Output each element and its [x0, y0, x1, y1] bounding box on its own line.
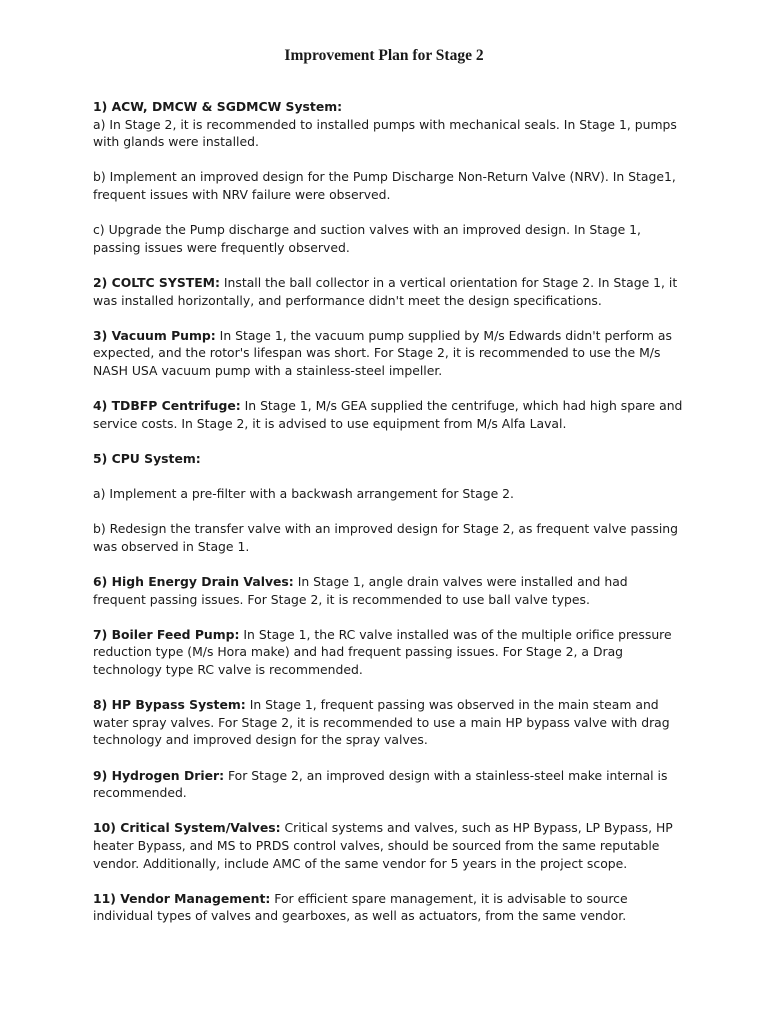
- section-acw-item-a: [93, 116, 683, 151]
- section-acw-item-c: [93, 221, 683, 256]
- section-text: b) Redesign the transfer valve with an improved design for Stage 2, as frequent valve passing was observed in Stage 1.: [93, 521, 679, 554]
- section-lead: 9) Hydrogen Drier:: [93, 767, 225, 783]
- section-lead: 2) COLTC SYSTEM:: [93, 274, 220, 290]
- section-text: In Stage 1, M/s GEA supplied the centrifuge, which had high spare and service costs. In Stage 2, it is advised to use equipment from M/s Alfa Laval.: [93, 398, 683, 431]
- section-lead: 5) CPU System:: [93, 450, 201, 466]
- section-text: b) Implement an improved design for the Pump Discharge Non-Return Valve (NRV). In Stage1, frequent issues with NRV failure were observed.: [93, 169, 676, 202]
- section-hydrogen-drier: [93, 767, 683, 802]
- section-lead: 3) Vacuum Pump:: [93, 327, 216, 343]
- section-critical-system-valves: [93, 819, 683, 872]
- section-lead: 8) HP Bypass System:: [93, 697, 246, 713]
- section-text: a) In Stage 2, it is recommended to installed pumps with mechanical seals. In Stage 1, pumps with glands were installed.: [93, 116, 677, 150]
- section-tdbfp-centrifuge: [93, 397, 683, 432]
- section-cpu-item-b: [93, 520, 683, 555]
- section-text: a) Implement a pre-filter with a backwash arrangement for Stage 2.: [93, 486, 514, 502]
- section-hp-bypass-system: [93, 696, 683, 749]
- document-body: [93, 98, 683, 943]
- section-lead: 4) TDBFP Centrifuge:: [93, 398, 241, 414]
- section-coltc-system: [93, 274, 683, 309]
- section-vacuum-pump: [93, 327, 683, 380]
- section-high-energy-drain-valves: [93, 573, 683, 608]
- section-boiler-feed-pump: [93, 626, 683, 679]
- section-lead: 7) Boiler Feed Pump:: [93, 626, 240, 642]
- section-text: c) Upgrade the Pump discharge and suction valves with an improved design. In Stage 1, passing issues were frequently observed.: [93, 222, 641, 255]
- section-text: For Stage 2, an improved design with a stainless-steel make internal is recommended.: [93, 767, 668, 801]
- section-text: For efficient spare management, it is advisable to source individual types of valves and gearboxes, as well as actuators, from the same vendor.: [93, 890, 628, 924]
- section-vendor-management: [93, 890, 683, 925]
- section-lead: 1) ACW, DMCW & SGDMCW System:: [93, 99, 343, 114]
- section-text: In Stage 1, angle drain valves were installed and had frequent passing issues. For Stage 2, it is recommended to use ball valve types.: [93, 574, 628, 607]
- section-text: In Stage 1, the RC valve installed was of the multiple orifice pressure reduction type (M/s Hora make) and had frequent passing issues. For Stage 2, a Drag technology type RC valve is recommended.: [93, 626, 672, 677]
- document-title: Improvement Plan for Stage 2: [284, 47, 484, 64]
- section-acw-item-b: [93, 168, 683, 203]
- section-text: In Stage 1, frequent passing was observed in the main steam and water spray valves. For Stage 2, it is recommended to use a main HP bypass valve with drag technology and improved design for the spray valves.: [93, 697, 670, 748]
- section-text: Critical systems and valves, such as HP Bypass, LP Bypass, HP heater Bypass, and MS to PRDS control valves, should be sourced from the same reputable vendor. Additionally, include AMC of the same vendor for 5 years in the project scope.: [93, 820, 673, 871]
- section-cpu-item-a: [93, 485, 683, 503]
- section-lead: 11) Vendor Management:: [93, 890, 271, 906]
- section-acw-heading: [93, 98, 683, 116]
- section-cpu-system: [93, 450, 683, 468]
- section-lead: 6) High Energy Drain Valves:: [93, 574, 294, 590]
- section-lead: 10) Critical System/Valves:: [93, 820, 281, 836]
- section-text: In Stage 1, the vacuum pump supplied by M/s Edwards didn't perform as expected, and the rotor's lifespan was short. For Stage 2, it is recommended to use the M/s NASH USA vacuum pump with a stainless-steel impeller.: [93, 327, 672, 378]
- section-text: Install the ball collector in a vertical orientation for Stage 2. In Stage 1, it was installed horizontally, and performance didn't meet the design specifications.: [93, 274, 678, 308]
